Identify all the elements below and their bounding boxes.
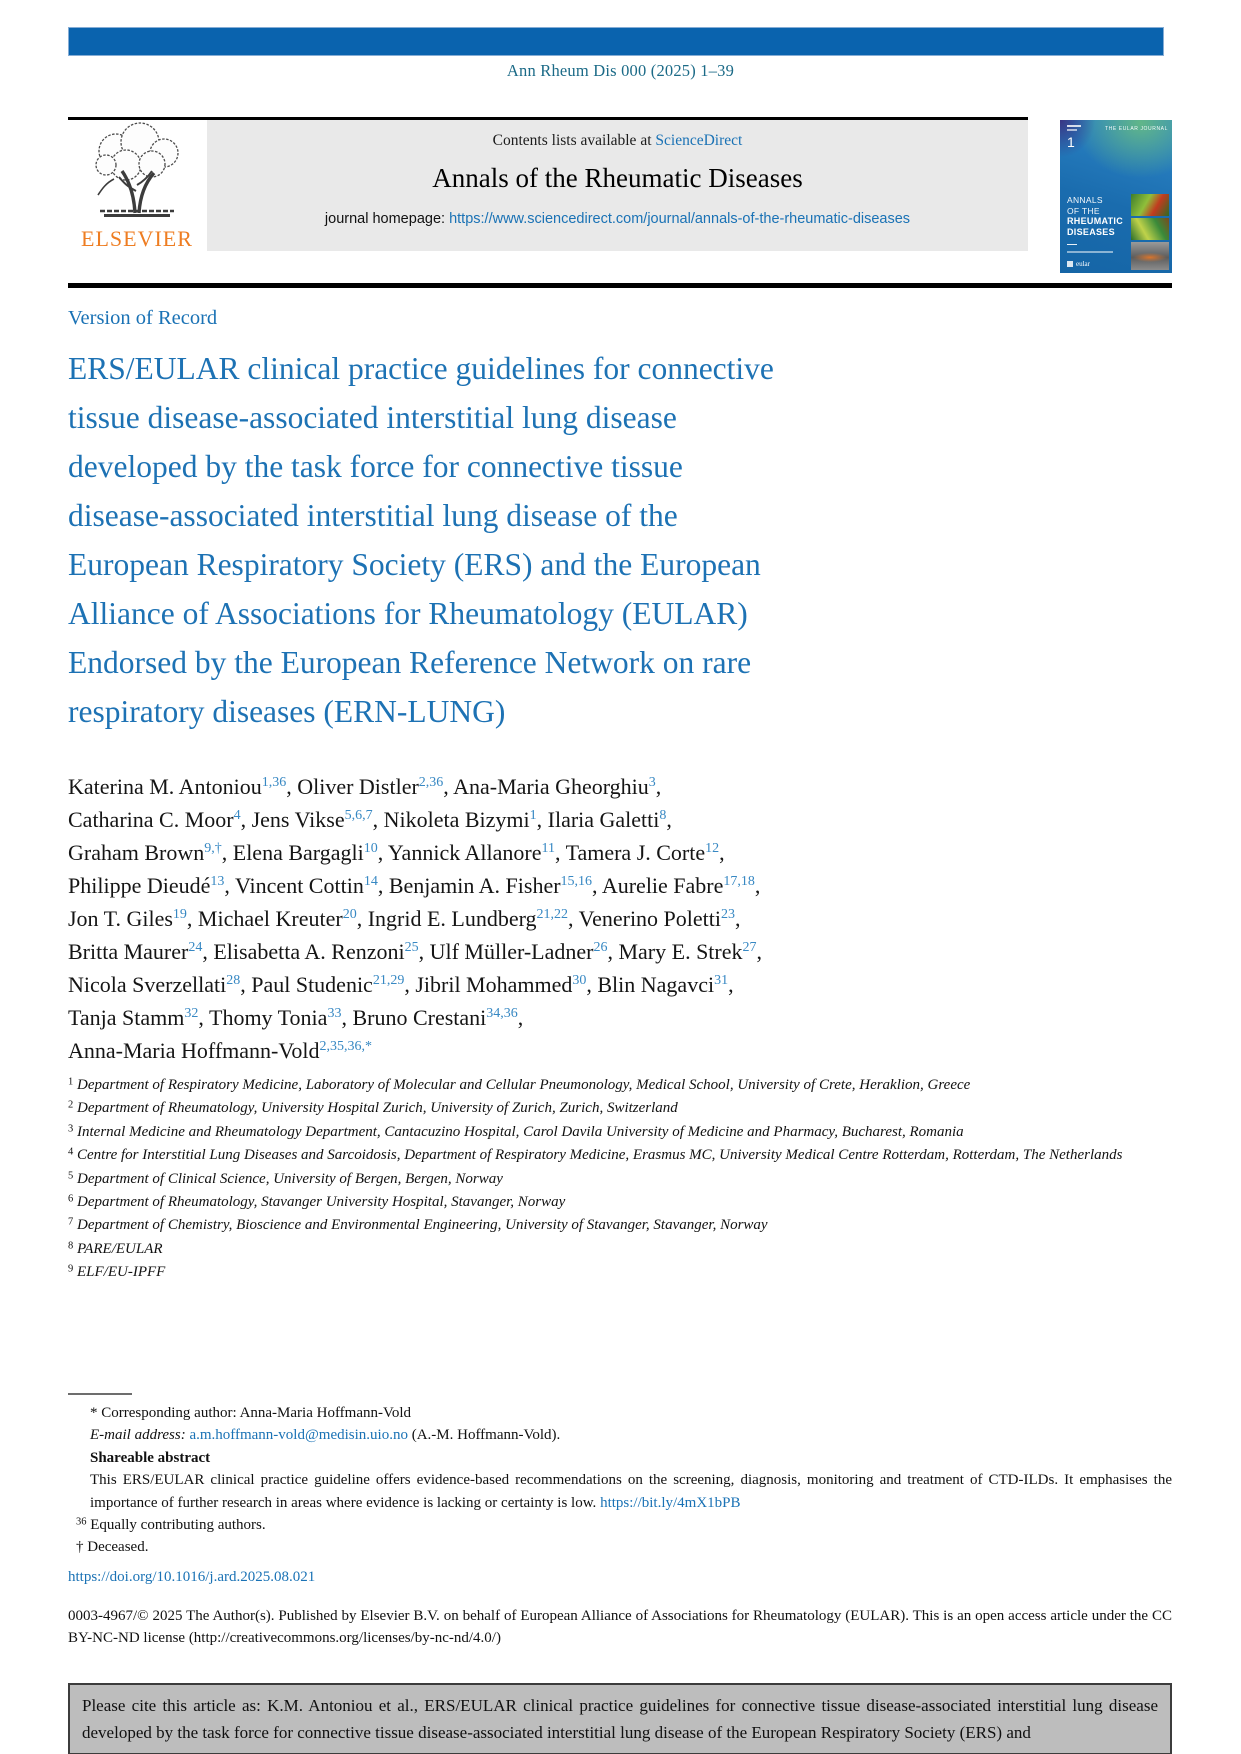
affiliation-item [68,1191,1172,1214]
author-superscript: 5,6,7 [344,808,373,823]
author-superscript: 25 [404,940,419,955]
cover-title-line: RHEUMATIC [1067,216,1124,226]
copyright-line: 0003-4967/© 2025 The Author(s). Published by Elsevier B.V. on behalf of European Alliance of Associations for Rheumatology (EULAR). This is an open access article under the CC BY-NC-ND license (http://creativecommons.org/licenses/by-nc-nd/4.0/) [68,1608,1172,1646]
author-name: Bruno Crestani [352,1005,487,1030]
author-superscript: 27 [742,940,757,955]
author-superscript: 21,22 [536,907,569,922]
eular-wordmark: eular [1076,260,1090,268]
cover-volume-bar [1067,125,1081,127]
article-title [68,344,988,736]
equal-contribution-marker: 36 [76,1516,87,1528]
affiliation-item [68,1144,1172,1167]
affiliation-number: 4 [68,1146,74,1158]
affiliation-number: 9 [68,1263,74,1275]
author-superscript: 24 [188,940,203,955]
affiliation-item [68,1097,1172,1120]
affiliation-text: Department of Chemistry, Bioscience and Environmental Engineering, University of Stavanger, Stavanger, Norway [73,1217,768,1234]
author-superscript: 19 [172,907,187,922]
article-title-line: respiratory diseases (ERN-LUNG) [68,694,506,729]
author-name: Benjamin A. Fisher [388,873,561,898]
author-superscript: 9,† [204,841,222,856]
cover-title-line: ANNALS [1067,195,1103,205]
author-superscript: 33 [327,1006,342,1021]
article-title-line: Alliance of Associations for Rheumatology (EULAR) [68,596,748,631]
author-name: Mary E. Strek [618,939,743,964]
email-suffix: (A.-M. Hoffmann-Vold). [411,1427,561,1444]
affiliation-text: Department of Respiratory Medicine, Laboratory of Molecular and Cellular Pneumonology, Medical School, University of Crete, Heraklion, Greece [73,1077,971,1093]
author-superscript: 31 [714,973,729,988]
journal-title: Annals of the Rheumatic Diseases [432,163,803,193]
version-of-record-link[interactable]: Version of Record [68,307,218,329]
cover-dash [1067,244,1077,245]
affiliation-item [68,1168,1172,1191]
author-name: Ulf Müller-Ladner [429,939,594,964]
affiliation-item [68,1261,1172,1284]
cover-journal-title [1067,195,1123,237]
author-superscript: 10 [363,841,378,856]
author-name: Catharina C. Moor [68,807,234,832]
author-name: Anna-Maria Hoffmann-Vold [68,1038,320,1063]
author-superscript: 1 [529,808,537,823]
author-superscript: 4 [233,808,241,823]
affiliation-number: 7 [68,1216,74,1228]
contents-line [207,120,1028,150]
shareable-abstract-text [68,1469,1172,1514]
article-title-line: disease-associated interstitial lung disease of the [68,498,678,533]
author-name: Venerino Poletti [578,906,722,931]
affiliation-list [68,1074,1172,1285]
affiliation-number: 1 [68,1076,74,1088]
affiliation-number: 3 [68,1123,74,1135]
author-name: Ingrid E. Lundberg [367,906,537,931]
journal-homepage-link[interactable]: https://www.sciencedirect.com/journal/annals-of-the-rheumatic-diseases [449,211,911,227]
author-name: Ilaria Galetti [547,807,660,832]
article-title-line: tissue disease-associated interstitial lung disease [68,400,677,435]
author-superscript: 30 [572,973,587,988]
equal-contribution-note [68,1514,1172,1536]
author-name: Thomy Tonia [209,1005,328,1030]
cover-eular-logo [1067,260,1090,268]
journal-reference: Ann Rheum Dis 000 (2025) 1–39 [506,61,735,80]
author-superscript: 8 [659,808,667,823]
author-name: Vincent Cottin [234,873,364,898]
journal-homepage-line [207,211,1028,227]
journal-cover-image [1060,120,1172,273]
shareable-abstract-link[interactable]: https://bit.ly/4mX1bPB [600,1494,741,1511]
doi-link[interactable]: https://doi.org/10.1016/j.ard.2025.08.021 [68,1569,316,1585]
author-superscript: 34,36 [486,1006,518,1021]
affiliation-text: Department of Rheumatology, University Hospital Zurich, University of Zurich, Zurich, Switzerland [73,1100,678,1117]
cover-eular-journal-label: THE EULAR JOURNAL [1105,126,1168,132]
cover-title-line: OF THE [1067,205,1100,216]
author-name: Britta Maurer [68,939,189,964]
affiliation-item [68,1214,1172,1237]
shareable-abstract-body: This ERS/EULAR clinical practice guideline offers evidence-based recommendations on the screening, diagnosis, monitoring and treatment of CTD-ILDs. It emphasises the importance of further research in areas where evidence is lacking or certainty is low. [90,1472,1172,1511]
affiliation-number: 5 [68,1170,74,1182]
eular-mark-icon [1067,261,1073,267]
header-bottom-rule [68,283,1172,288]
corresponding-author-note: * Corresponding author: Anna-Maria Hoffmann-Vold [90,1405,412,1421]
author-name: Tanja Stamm [68,1005,185,1030]
top-banner-bar [68,27,1164,56]
affiliation-text: Department of Clinical Science, University of Bergen, Bergen, Norway [73,1170,503,1187]
author-superscript: 20 [342,907,357,922]
author-superscript: 15,16 [560,874,593,889]
affiliation-text: Centre for Interstitial Lung Diseases and Sarcoidosis, Department of Respiratory Medicine, Erasmus MC, University Medical Centre Rotterdam, Rotterdam, The Netherlands [73,1147,1123,1164]
author-superscript: 12 [705,841,720,856]
cover-thumbnail-image [1131,242,1169,270]
contents-prefix: Contents lists available at [492,132,656,149]
author-name: Katerina M. Antoniou [68,774,262,799]
author-name: Tamera J. Corte [565,840,706,865]
deceased-note [68,1536,1172,1558]
author-superscript: 2,36 [418,775,444,790]
author-superscript: 23 [721,907,736,922]
author-name: Paul Studenic [251,972,373,997]
affiliation-text: Internal Medicine and Rheumatology Department, Cantacuzino Hospital, Carol Davila University of Medicine and Pharmacy, Bucharest, Romania [73,1123,964,1140]
affiliation-text: PARE/EULAR [73,1240,163,1257]
author-name: Nikoleta Bizymi [383,807,530,832]
author-name: Oliver Distler [297,774,419,799]
cover-tagline-bar [1067,251,1113,253]
homepage-prefix: journal homepage: [324,211,450,227]
author-name: Graham Brown [68,840,205,865]
author-superscript: 1,36 [261,775,287,790]
dagger-icon: † [76,1539,84,1556]
elsevier-logo [70,121,204,251]
author-name: Yannick Allanore [387,840,542,865]
affiliation-text: Department of Rheumatology, Stavanger University Hospital, Stavanger, Norway [73,1194,566,1211]
elsevier-tree-icon [76,121,198,221]
article-title-line: ERS/EULAR clinical practice guidelines for connective [68,351,774,386]
author-name: Elisabetta A. Renzoni [213,939,405,964]
equal-contribution-text: Equally contributing authors. [90,1517,266,1534]
affiliation-number: 8 [68,1240,74,1252]
author-name: Jens Vikse [251,807,345,832]
author-superscript: 3 [648,775,656,790]
journal-header-box [207,120,1028,251]
author-name: Aurelie Fabre [601,873,724,898]
sciencedirect-link[interactable]: ScienceDirect [655,132,743,149]
author-superscript: 28 [226,973,241,988]
footnote-divider [68,1393,132,1395]
cover-issue-number: 1 [1067,134,1075,150]
author-name: Jon T. Giles [68,906,173,931]
author-name: Philippe Dieudé [68,873,211,898]
author-superscript: 2,35,36,* [319,1039,373,1054]
cover-thumbnail-image [1131,194,1169,216]
email-label: E-mail address: [90,1427,186,1444]
author-name: Ana-Maria Gheorghiu [453,774,649,799]
elsevier-wordmark: ELSEVIER [81,226,193,251]
article-title-line: Endorsed by the European Reference Network on rare [68,645,752,680]
article-title-line: European Respiratory Society (ERS) and the European [68,547,761,582]
cover-figure-thumbnails [1131,194,1169,272]
affiliation-item [68,1238,1172,1261]
email-line [68,1424,1172,1446]
author-superscript: 17,18 [723,874,755,889]
author-superscript: 13 [210,874,225,889]
deceased-text: Deceased. [87,1539,149,1556]
article-title-line: developed by the task force for connective tissue [68,449,683,484]
author-superscript: 14 [363,874,378,889]
affiliation-number: 2 [68,1099,74,1111]
author-name: Jibril Mohammed [415,972,573,997]
cover-title-line: DISEASES [1067,226,1115,237]
author-name: Blin Nagavci [597,972,715,997]
cover-date-bar [1067,129,1077,131]
author-name: Elena Bargagli [232,840,364,865]
author-superscript: 26 [593,940,608,955]
citation-notice: Please cite this article as: K.M. Antoniou et al., ERS/EULAR clinical practice guidelines for connective tissue disease-associated interstitial lung disease developed by the task force for connective tissue disease-associated interstitial lung disease of the European Respiratory Society (ERS) and [82,1696,1158,1742]
author-name: Nicola Sverzellati [68,972,227,997]
author-superscript: 11 [541,841,555,856]
email-link[interactable]: a.m.hoffmann-vold@medisin.uio.no [189,1427,408,1444]
shareable-abstract-label: Shareable abstract [90,1449,211,1466]
footnotes [68,1402,1172,1559]
affiliation-number: 6 [68,1193,74,1205]
author-superscript: 32 [184,1006,199,1021]
affiliation-text: ELF/EU-IPFF [73,1264,166,1281]
affiliation-item [68,1074,1172,1097]
author-name: Michael Kreuter [197,906,343,931]
citation-notice-box [68,1683,1172,1754]
affiliation-item [68,1121,1172,1144]
author-list: Katerina M. Antoniou$^{1,36}$, Oliver Distler$^{2,36}$, Ana-Maria Gheorghiu$^3$, Catharina C. Moor$^4$, Jens Vikse$^{5,6,7}$, Nikoleta Bizymi$^1$, Ilaria Galetti$^8$, Graham Brown$^{9,\dagger}$, Elena Bargagli$^{10}$, Yannick Allanore$^{11}$, Tamera J. Corte$^{12}$, Philippe Dieudé$^{13}$, Vincent Cottin$^{14}$, Benjamin A. Fisher$^{15,16}$, Aurelie Fabre$^{17,18}$, Jon T. Giles$^{19}$, Michael Kreuter$^{20}$, Ingrid E. Lundberg$^{21,22}$, Venerino Poletti$^{23}$, Britta Maurer$^{24}$, Elisabetta A. Renzoni$^{25}$, Ulf Müller-Ladner$^{26}$, Mary E. Strek$^{27}$, Nicola Sverzellati$^{28}$, Paul Studenic$^{21,29}$, Jibril Mohammed$^{30}$, Blin Nagavci$^{31}$, Tanja Stamm$^{32}$, Thomy Tonia$^{33}$, Bruno Crestani$^{34,36}$, Anna-Maria Hoffmann-Vold$^{2,35,36,*}$ [68,774,763,1063]
cover-thumbnail-image [1131,218,1169,240]
author-superscript: 21,29 [372,973,405,988]
